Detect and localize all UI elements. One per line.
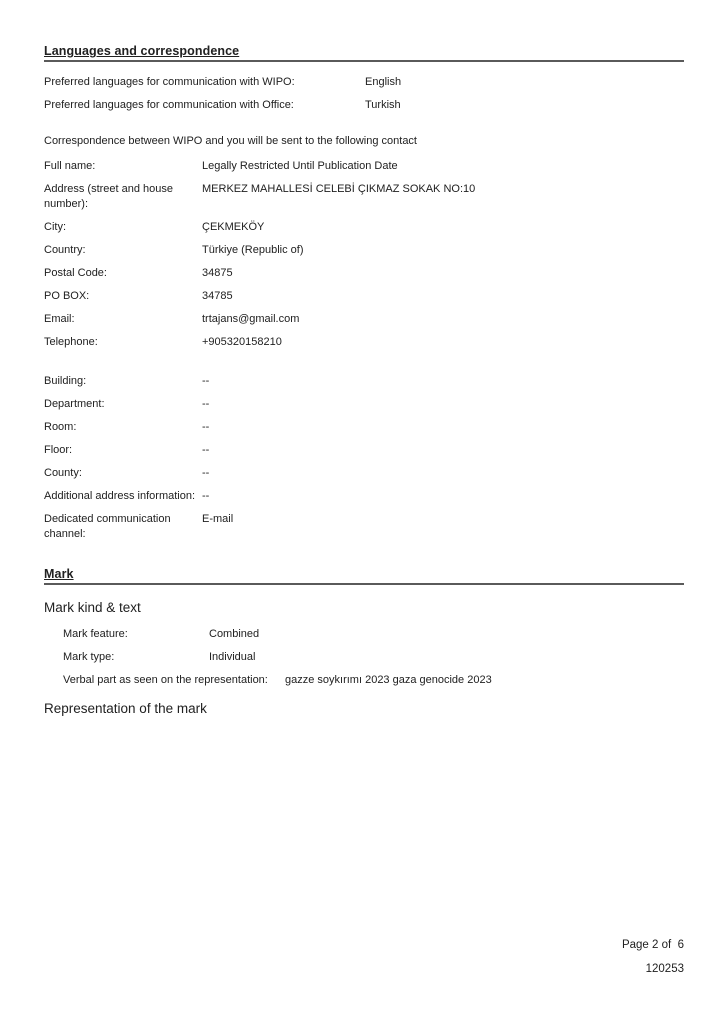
field-label: Postal Code: — [44, 267, 107, 279]
field-label: Dedicated communication channel: — [44, 513, 171, 540]
field-value: Turkish — [365, 99, 401, 111]
field-value: Individual — [209, 651, 256, 663]
page-footer — [622, 938, 684, 977]
mark-detail-rows — [63, 627, 684, 688]
field-label: Mark type: — [63, 651, 115, 663]
language-preference-rows — [44, 75, 684, 113]
field-row-po-box — [44, 289, 684, 304]
correspondence-contact-rows — [44, 159, 684, 542]
field-row-county — [44, 466, 684, 481]
field-value: ÇEKMEKÖY — [202, 221, 265, 233]
field-label: Full name: — [44, 160, 96, 172]
field-label: Mark feature: — [63, 628, 128, 640]
field-label: Address (street and house number): — [44, 183, 174, 210]
field-value: trtajans@gmail.com — [202, 313, 300, 325]
field-value: -- — [202, 444, 210, 456]
field-label: Room: — [44, 421, 77, 433]
field-row-full-name — [44, 159, 684, 174]
field-label: Department: — [44, 398, 105, 410]
field-row-city — [44, 220, 684, 235]
field-value: -- — [202, 398, 210, 410]
field-row-dedicated-channel — [44, 512, 684, 542]
field-value: MERKEZ MAHALLESİ CELEBİ ÇIKMAZ SOKAK NO:10 — [202, 183, 476, 195]
document-number: 120253 — [645, 963, 684, 975]
field-row-address — [44, 182, 684, 212]
representation-subheading: Representation of the mark — [44, 701, 207, 716]
mark-section-heading: Mark — [44, 567, 74, 581]
field-row-verbal-part — [63, 673, 684, 688]
field-value: -- — [202, 490, 210, 502]
field-row-country — [44, 243, 684, 258]
field-row-room — [44, 420, 684, 435]
field-label: County: — [44, 467, 82, 479]
field-row-department — [44, 397, 684, 412]
field-label: City: — [44, 221, 66, 233]
languages-section-heading-rule — [44, 44, 684, 62]
field-row-mark-feature — [63, 627, 684, 642]
field-row-mark-type — [63, 650, 684, 665]
field-value: -- — [202, 421, 210, 433]
blank-gap — [44, 358, 684, 374]
field-label: Floor: — [44, 444, 73, 456]
field-value: Legally Restricted Until Publication Date — [202, 160, 398, 172]
field-value: +905320158210 — [202, 336, 282, 348]
field-label: PO BOX: — [44, 290, 90, 302]
correspondence-intro: Correspondence between WIPO and you will be sent to the following contact — [44, 135, 417, 147]
field-label: Email: — [44, 313, 75, 325]
field-value: -- — [202, 467, 210, 479]
field-row-telephone — [44, 335, 684, 350]
field-value: Türkiye (Republic of) — [202, 244, 304, 256]
field-value: -- — [202, 375, 210, 387]
field-label: Country: — [44, 244, 86, 256]
page-number-label: Page 2 of 6 — [621, 939, 684, 951]
field-row-office-language — [44, 98, 684, 113]
field-label: Telephone: — [44, 336, 98, 348]
field-value: Combined — [209, 628, 260, 640]
mark-section-heading-rule — [44, 567, 684, 585]
field-row-floor — [44, 443, 684, 458]
field-row-additional-address — [44, 489, 684, 504]
field-label: Preferred languages for communication with Office: — [44, 99, 294, 111]
languages-section — [44, 44, 684, 542]
field-value: 34875 — [202, 267, 233, 279]
field-label: Verbal part as seen on the representation: — [63, 674, 268, 686]
field-row-building — [44, 374, 684, 389]
mark-section — [44, 567, 684, 717]
field-label: Building: — [44, 375, 87, 387]
mark-kind-subheading: Mark kind & text — [44, 600, 141, 615]
field-row-email — [44, 312, 684, 327]
field-label: Preferred languages for communication with WIPO: — [44, 76, 295, 88]
document-content — [44, 44, 684, 717]
field-value: gazze soykırımı 2023 gaza genocide 2023 — [285, 674, 492, 686]
field-value: English — [365, 76, 402, 88]
field-value: 34785 — [202, 290, 233, 302]
field-label: Additional address information: — [44, 490, 196, 502]
field-value: E-mail — [202, 513, 234, 525]
languages-section-heading: Languages and correspondence — [44, 44, 240, 58]
field-row-postal-code — [44, 266, 684, 281]
field-row-wipo-language — [44, 75, 684, 90]
